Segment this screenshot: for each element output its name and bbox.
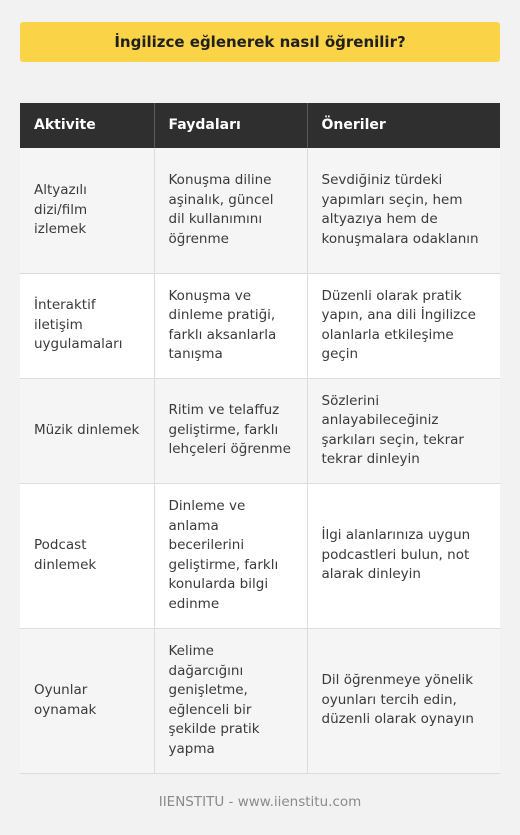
cell-aktivite: İnteraktif iletişim uygulamaları	[20, 273, 154, 378]
cell-aktivite: Altyazılı dizi/film izlemek	[20, 148, 154, 273]
header-faydalari: Faydaları	[154, 103, 307, 148]
cell-oneriler: Sevdiğiniz türdeki yapımları seçin, hem altyazıya hem de konuşmalara odaklanın	[307, 148, 500, 273]
cell-oneriler: İlgi alanlarınıza uygun podcastleri bulun, not alarak dinleyin	[307, 483, 500, 628]
cell-aktivite: Oyunlar oynamak	[20, 628, 154, 773]
cell-faydalari: Ritim ve telaffuz geliştirme, farklı lehçeleri öğrenme	[154, 378, 307, 483]
cell-faydalari: Konuşma ve dinleme pratiği, farklı aksanlarla tanışma	[154, 273, 307, 378]
table-row	[20, 273, 500, 378]
table-row	[20, 378, 500, 483]
cell-oneriler: Düzenli olarak pratik yapın, ana dili İngilizce olanlarla etkileşime geçin	[307, 273, 500, 378]
footer-credit: IIENSTITU - www.iienstitu.com	[158, 794, 362, 810]
activities-table	[20, 103, 500, 774]
cell-faydalari: Konuşma diline aşinalık, güncel dil kullanımını öğrenme	[154, 148, 307, 273]
cell-oneriler: Sözlerini anlayabileceğiniz şarkıları seçin, tekrar tekrar dinleyin	[307, 378, 500, 483]
header-aktivite: Aktivite	[20, 103, 154, 148]
cell-aktivite: Podcast dinlemek	[20, 483, 154, 628]
page-title: İngilizce eğlenerek nasıl öğrenilir?	[20, 22, 500, 62]
table-row	[20, 483, 500, 628]
header-oneriler: Öneriler	[307, 103, 500, 148]
table-header-row	[20, 103, 500, 148]
cell-aktivite: Müzik dinlemek	[20, 378, 154, 483]
cell-oneriler: Dil öğrenmeye yönelik oyunları tercih edin, düzenli olarak oynayın	[307, 628, 500, 773]
table-row	[20, 628, 500, 773]
table-row	[20, 148, 500, 273]
cell-faydalari: Kelime dağarcığını genişletme, eğlenceli bir şekilde pratik yapma	[154, 628, 307, 773]
cell-faydalari: Dinleme ve anlama becerilerini geliştirme, farklı konularda bilgi edinme	[154, 483, 307, 628]
